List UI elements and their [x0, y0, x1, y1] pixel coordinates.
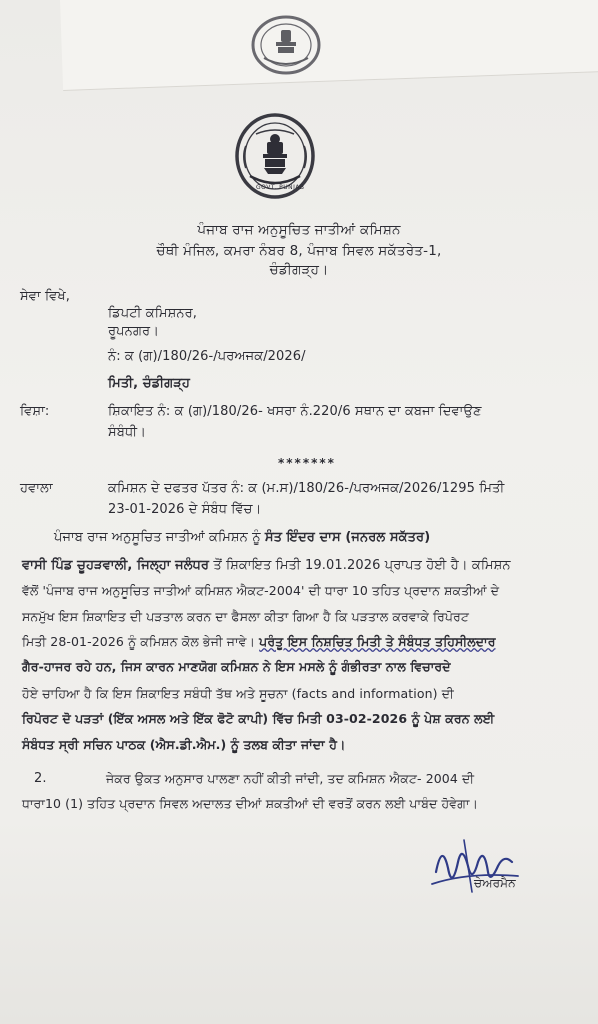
designation: ਚੇਅਰਮੈਨ: [474, 876, 516, 890]
complainant-name: ਸੰਤ ਇੰਦਰ ਦਾਸ (ਜਨਰਲ ਸਕੱਤਰ): [264, 530, 431, 545]
header-line-1: ਪੰਜਾਬ ਰਾਜ ਅਨੁਸੂਚਿਤ ਜਾਤੀਆਂ ਕਮਿਸ਼ਨ: [197, 222, 401, 238]
body-p1-line-4: ਸਨਮੁੱਖ ਇਸ ਸ਼ਿਕਾਇਤ ਦੀ ਪੜਤਾਲ ਕਰਨ ਦਾ ਫੈਸਲਾ ਕੀਤਾ ਗਿਆ ਹੈ ਕਿ ਪੜਤਾਲ ਕਰਵਾਕੇ ਰਿਪੋਰਟ: [22, 609, 470, 624]
back-emblem-icon: [250, 14, 322, 76]
separator: *******: [278, 456, 336, 470]
header-line-2: ਚੌਥੀ ਮੰਜਿਲ, ਕਮਰਾ ਨੰਬਰ 8, ਪੰਜਾਬ ਸਿਵਲ ਸਕੱਤਰੇਤ-1,: [156, 243, 442, 259]
reference-line-1: ਕਮਿਸ਼ਨ ਦੇ ਦਫਤਰ ਪੱਤਰ ਨੰ: ਕ (ਮ.ਸ)/180/26-/ਪਰਅਜਕ/2026/1295 ਮਿਤੀ: [108, 481, 505, 496]
seva-vikhe: ਸੇਵਾ ਵਿਖੇ,: [20, 289, 70, 304]
emblem-ring-text: GOVT. PUNJAB: [256, 184, 305, 191]
body-p1-line-5a: ਮਿਤੀ 28-01-2026 ਨੂੰ ਕਮਿਸ਼ਨ ਕੋਲ ਭੇਜੀ ਜਾਵੇ।: [22, 634, 256, 649]
subject-line-1: ਸ਼ਿਕਾਇਤ ਨੰ: ਕ (ਗ)/180/26- ਖਸਰਾ ਨੰ.220/6 ਸਥਾਨ ਦਾ ਕਬਜਾ ਦਿਵਾਉਣ: [108, 404, 482, 419]
letter-date: ਮਿਤੀ, ਚੰਡੀਗੜ੍ਹ: [108, 376, 190, 391]
tehsildar-note: ਪਰੰਤੂ ਇਸ ਨਿਸ਼ਚਿਤ ਮਿਤੀ ਤੇ ਸੰਬੰਧਤ ਤਹਿਸੀਲਦਾਰ: [259, 634, 496, 649]
body-p1-line-1a: ਪੰਜਾਬ ਰਾਜ ਅਨੁਸੂਚਿਤ ਜਾਤੀਆਂ ਕਮਿਸ਼ਨ ਨੂੰ: [54, 530, 261, 545]
body-p2-line-1: ਜੇਕਰ ਉਕਤ ਅਨੁਸਾਰ ਪਾਲਣਾ ਨਹੀਂ ਕੀਤੀ ਜਾਂਦੀ, ਤਦ ਕਮਿਸ਼ਨ ਐਕਟ- 2004 ਦੀ: [106, 771, 475, 786]
header-line-3: ਚੰਡੀਗੜ੍ਹ।: [269, 262, 329, 278]
body-p1-line-1: [54, 530, 430, 545]
complainant-address: ਵਾਸੀ ਪਿੰਡ ਚੂਹੜਵਾਲੀ, ਜਿਲ੍ਹਾ ਜਲੰਧਰ: [22, 558, 210, 573]
subject-line-2: ਸੰਬੰਧੀ।: [108, 425, 147, 440]
addressee-line-2: ਰੂਪਨਗਰ।: [108, 324, 160, 339]
addressee-line-1: ਡਿਪਟੀ ਕਮਿਸ਼ਨਰ,: [108, 306, 197, 321]
body-p1-line-2: [22, 558, 511, 573]
reference-line-2: 23-01-2026 ਦੇ ਸੰਬੰਧ ਵਿੱਚ।: [108, 502, 262, 517]
body-p1-line-5: [22, 634, 496, 650]
reference-number: ਨੰ: ਕ (ਗ)/180/26-/ਪਰਅਜਕ/2026/: [108, 349, 306, 364]
chairman-signature: [428, 832, 538, 906]
body-p1-line-3: ਵੱਲੋਂ 'ਪੰਜਾਬ ਰਾਜ ਅਨੁਸੂਚਿਤ ਜਾਤੀਆਂ ਕਮਿਸ਼ਨ ਐਕਟ-2004' ਦੀ ਧਾਰਾ 10 ਤਹਿਤ ਪ੍ਰਦਾਨ ਸ਼ਕਤੀਆਂ ਦੇ: [22, 583, 500, 598]
subject-label: ਵਿਸ਼ਾ:: [20, 404, 50, 419]
body-p1-line-2b: ਤੋਂ ਸ਼ਿਕਾਇਤ ਮਿਤੀ 19.01.2026 ਪ੍ਰਾਪਤ ਹੋਈ ਹੈ। ਕਮਿਸ਼ਨ: [213, 558, 511, 573]
body-p2-number: 2.: [34, 771, 47, 786]
back-sheet: [60, 0, 598, 91]
body-p2-line-2: ਧਾਰਾ10 (1) ਤਹਿਤ ਪ੍ਰਦਾਨ ਸਿਵਲ ਅਦਾਲਤ ਦੀਆਂ ਸ਼ਕਤੀਆਂ ਦੀ ਵਰਤੋਂ ਕਰਨ ਲਈ ਪਾਬੰਦ ਹੋਵੇਗਾ।: [22, 796, 479, 811]
body-p1-line-6: ਗੈਰ-ਹਾਜਰ ਰਹੇ ਹਨ, ਜਿਸ ਕਾਰਨ ਮਾਣਯੋਗ ਕਮਿਸ਼ਨ ਨੇ ਇਸ ਮਸਲੇ ਨੂੰ ਗੰਭੀਰਤਾ ਨਾਲ ਵਿਚਾਰਦੇ: [22, 659, 451, 674]
reference-label: ਹਵਾਲਾ: [20, 481, 53, 496]
body-p1-line-7: ਹੋਏ ਚਾਹਿਆ ਹੈ ਕਿ ਇਸ ਸ਼ਿਕਾਇਤ ਸਬੰਧੀ ਤੱਥ ਅਤੇ ਸੂਚਨਾ (facts and information) ਦੀ: [22, 686, 454, 701]
body-p1-line-8: ਰਿਪੋਰਟ ਦੋ ਪੜਤਾਂ (ਇੱਕ ਅਸਲ ਅਤੇ ਇੱਕ ਫੋਟੋ ਕਾਪੀ) ਵਿੱਚ ਮਿਤੀ 03-02-2026 ਨੂੰ ਪੇਸ਼ ਕਰਨ ਲਈ: [22, 711, 495, 726]
body-p1-line-9: ਸੰਬੰਧਤ ਸ੍ਰੀ ਸਚਿਨ ਪਾਠਕ (ਐਸ.ਡੀ.ਐਮ.) ਨੂੰ ਤਲਬ ਕੀਤਾ ਜਾਂਦਾ ਹੈ।: [22, 737, 346, 752]
